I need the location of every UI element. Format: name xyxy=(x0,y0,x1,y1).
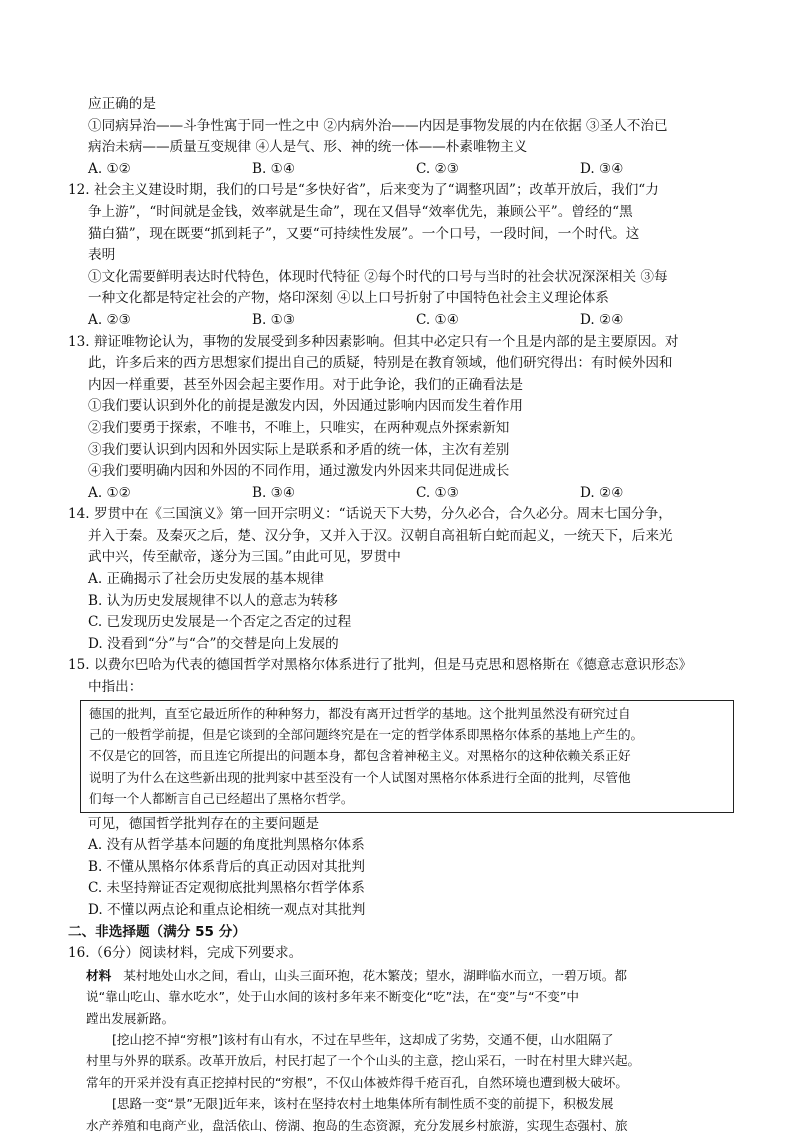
q13-item: ③我们要认识到内因和外因实际上是联系和矛盾的统一体，主次有差别 xyxy=(88,441,510,458)
question-14 xyxy=(68,504,734,655)
option-b: B. 不懂从黑格尔体系背后的真正动因对其批判 xyxy=(88,858,365,875)
q12-line: 12. 社会主义建设时期，我们的口号是“多快好省”，后来变为了“调整巩固”；改革开放后，我们“力 xyxy=(68,182,659,199)
q13-line: 内因一样重要，甚至外因会起主要作用。对于此争论，我们的正确看法是 xyxy=(88,376,523,393)
question-15 xyxy=(68,655,734,921)
section-title: 二、非选择题（满分 55 分） xyxy=(68,923,246,940)
q16-head: 16.（6分）阅读材料，完成下列要求。 xyxy=(68,945,303,962)
quote-line: 德国的批判，直至它最近所作的种种努力，都没有离开过哲学的基地。这个批判虽然没有研究过自 xyxy=(89,705,631,721)
quote-line: 说明了为什么在这些新出现的批判家中甚至没有一个人试图对黑格尔体系进行全面的批判，尽管他 xyxy=(89,769,631,785)
q13-item: ④我们要明确内因和外因的不同作用，通过激发内外因来共同促进成长 xyxy=(88,463,510,480)
material-para-1: 村里与外界的联系。改革开放后，村民打起了一个个山头的主意，挖山采石，一时在村里大肆兴起。 xyxy=(86,1053,641,1069)
question-13 xyxy=(68,332,734,505)
option-d: D. 没看到“分”与“合”的交替是向上发展的 xyxy=(88,635,339,652)
option-a: A. ①② xyxy=(88,160,131,177)
quote-line: 己的一般哲学前提，但是它谈到的全部问题终究是在一定的哲学体系即黑格尔体系的基地上产生的。 xyxy=(89,727,644,743)
q11-options xyxy=(68,159,734,181)
option-a: A. 正确揭示了社会历史发展的基本规律 xyxy=(88,571,324,588)
material-para-1: 常年的开采并没有真正挖掉村民的“穷根”，不仅山体被炸得千疮百孔，自然环境也遭到极大破坏。 xyxy=(86,1074,628,1090)
material-para-1: [挖山挖不掉“穷根”]该村有山有水，不过在早些年，这却成了劣势，交通不便，山水阻隔了 xyxy=(112,1032,614,1048)
q14-line: 14. 罗贯中在《三国演义》第一回开宗明义：“话说天下大势，分久必合，合久必分。周末七国分争， xyxy=(68,506,672,523)
q11-line: 应正确的是 xyxy=(88,96,156,112)
quote-line: 不仅是它的回答，而且连它所提出的问题本身，都包含着神秘主义。对黑格尔的这种依赖关系正好 xyxy=(89,748,631,764)
q13-options xyxy=(68,483,734,505)
option-a: A. ②③ xyxy=(88,311,131,328)
option-a: A. ①② xyxy=(88,484,131,501)
material-line: 说“靠山吃山、靠水吃水”，处于山水间的该村多年来不断变化“吃”法，在“变”与“不变”中 xyxy=(86,989,579,1005)
option-c: C. 未坚持辩证否定观彻底批判黑格尔哲学体系 xyxy=(88,880,365,897)
q12-options xyxy=(68,310,734,332)
option-a: A. 没有从哲学基本问题的角度批判黑格尔体系 xyxy=(88,837,365,854)
material-para-2: 水产养殖和电商产业，盘活依山、傍湖、抱岛的生态资源，充分发展乡村旅游，实现生态强村、旅 xyxy=(86,1117,628,1133)
option-c: C. ①③ xyxy=(416,484,459,501)
option-c: C. ②③ xyxy=(416,160,459,177)
option-c: C. 已发现历史发展是一个否定之否定的过程 xyxy=(88,614,352,631)
q14-line: 并入于秦。及秦灭之后，楚、汉分争，又并入于汉。汉朝自高祖斩白蛇而起义，一统天下，后来光 xyxy=(88,527,673,544)
material-block xyxy=(68,965,734,1136)
material-line: 蹚出发展新路。 xyxy=(86,1010,175,1026)
option-b: B. ③④ xyxy=(252,484,296,501)
option-c: C. ①④ xyxy=(416,311,459,328)
option-b: B. ①④ xyxy=(252,160,296,177)
q11-line: 病治未病——质量互变规律 ④人是气、形、神的统一体——朴素唯物主义 xyxy=(88,139,528,156)
q12-line: 猫白猫”，现在既要“抓到耗子”，又要“可持续性发展”。一个口号，一段时间，一个时代。这 xyxy=(88,225,640,242)
q12-line: 表明 xyxy=(88,247,116,264)
quote-line: 们每一个人都断言自己已经超出了黑格尔哲学。 xyxy=(89,791,354,807)
material-text: 某村地处山水之间，看山，山头三面环抱，花木繁茂；望水，湖畔临水而立，一碧万顷。都 xyxy=(123,967,627,983)
material-label: 材料 xyxy=(86,967,112,983)
q14-line: 武中兴，传至献帝，遂分为三国。”由此可见，罗贯中 xyxy=(88,549,401,566)
q13-line: 13. 辩证唯物论认为，事物的发展受到多种因素影响。但其中必定只有一个且是内部的是主要原因。对 xyxy=(68,333,679,350)
option-d: D. ②④ xyxy=(580,311,624,328)
q12-line: 一种文化都是特定社会的产物，烙印深刻 ④以上口号折射了中国特色社会主义理论体系 xyxy=(88,290,609,307)
q15-line: 15. 以费尔巴哈为代表的德国哲学对黑格尔体系进行了批判，但是马克思和恩格斯在《德意志意识形态》 xyxy=(68,657,693,674)
option-d: D. ③④ xyxy=(580,160,624,177)
q15-line: 中指出： xyxy=(88,679,143,696)
option-d: D. 不懂以两点论和重点论相统一观点对其批判 xyxy=(88,902,366,919)
q12-line: 争上游”，“时间就是金钱，效率就是生命”，现在又倡导“效率优先，兼顾公平”。曾经的“黑 xyxy=(88,203,633,220)
option-d: D. ②④ xyxy=(580,484,624,501)
question-12 xyxy=(68,180,734,331)
option-b: B. 认为历史发展规律不以人的意志为转移 xyxy=(88,592,338,609)
q15-stem: 可见，德国哲学批判存在的主要问题是 xyxy=(88,815,320,832)
q11-line: ①同病异治——斗争性寓于同一性之中 ②内病外治——内因是事物发展的内在依据 ③圣人不治已 xyxy=(88,117,668,134)
q12-line: ①文化需要鲜明表达时代特色，体现时代特征 ②每个时代的口号与当时的社会状况深深相关 ③每 xyxy=(88,268,668,285)
question-16 xyxy=(68,943,734,1136)
q13-line: 此，许多后来的西方思想家们提出自己的质疑，特别是在教育领域，他们研究得出：有时候外因和 xyxy=(88,355,673,372)
option-b: B. ①③ xyxy=(252,311,296,328)
question-11-tail xyxy=(68,94,734,180)
material-line xyxy=(86,965,734,986)
material-para-2: [思路一变“景”无限]近年来，该村在坚持农村土地集体所有制性质不变的前提下，积极发展 xyxy=(112,1096,614,1112)
q13-item: ②我们要勇于探索，不唯书，不唯上，只唯实，在两种观点外探索新知 xyxy=(88,419,510,436)
q13-item: ①我们要认识到外化的前提是激发内因，外因通过影响内因而发生着作用 xyxy=(88,398,523,415)
quote-box xyxy=(80,700,734,813)
